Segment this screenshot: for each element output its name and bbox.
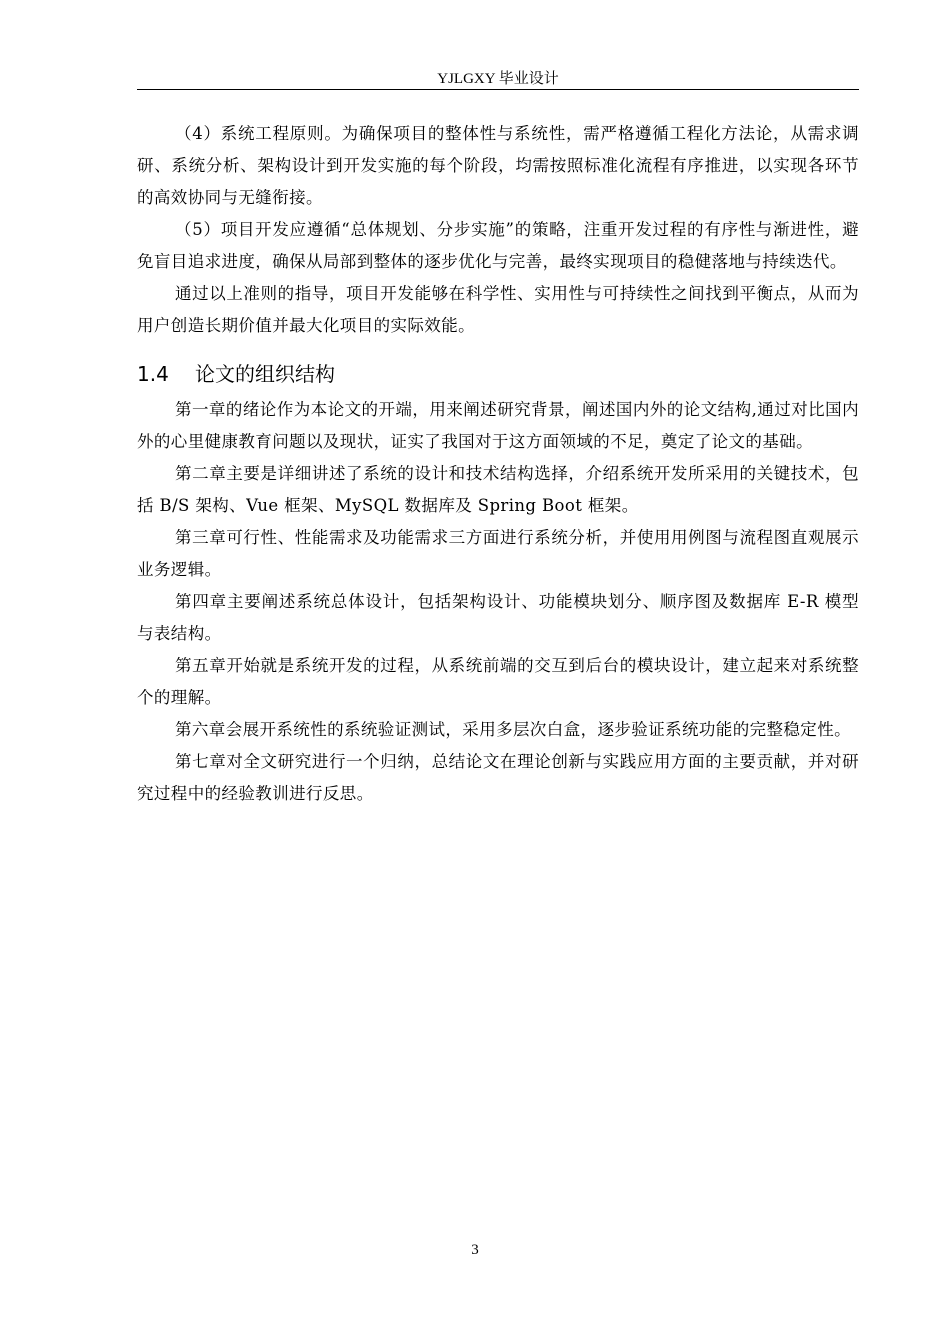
body-paragraph: 通过以上准则的指导，项目开发能够在科学性、实用性与可持续性之间找到平衡点，从而为用户创造长期价值并最大化项目的实际效能。 [137, 284, 859, 335]
document-body [137, 118, 859, 810]
section-heading [137, 360, 859, 388]
body-paragraph: 第七章对全文研究进行一个归纳，总结论文在理论创新与实践应用方面的主要贡献，并对研究过程中的经验教训进行反思。 [137, 752, 859, 803]
page-header [137, 70, 859, 90]
header-title: YJLGXY 毕业设计 [437, 71, 559, 87]
section-number: 1.4 [137, 362, 169, 386]
body-paragraph: 第三章可行性、性能需求及功能需求三方面进行系统分析，并使用用例图与流程图直观展示业务逻辑。 [137, 528, 859, 579]
body-paragraph: 第六章会展开系统性的系统验证测试，采用多层次白盒，逐步验证系统功能的完整稳定性。 [175, 720, 851, 739]
section-title: 论文的组织结构 [195, 362, 335, 386]
body-paragraph: 第二章主要是详细讲述了系统的设计和技术结构选择，介绍系统开发所采用的关键技术，包括 B/S 架构、Vue 框架、MySQL 数据库及 Spring Boot 框架。 [137, 464, 859, 515]
body-paragraph: （5）项目开发应遵循“总体规划、分步实施”的策略，注重开发过程的有序性与渐进性，避免盲目追求进度，确保从局部到整体的逐步优化与完善，最终实现项目的稳健落地与持续迭代。 [137, 220, 859, 271]
body-paragraph: 第四章主要阐述系统总体设计，包括架构设计、功能模块划分、顺序图及数据库 E-R 模型与表结构。 [137, 592, 859, 643]
body-paragraph: 第一章的绪论作为本论文的开端，用来阐述研究背景，阐述国内外的论文结构,通过对比国内外的心里健康教育问题以及现状，证实了我国对于这方面领域的不足，奠定了论文的基础。 [137, 400, 859, 451]
body-paragraph: 第五章开始就是系统开发的过程，从系统前端的交互到后台的模块设计，建立起来对系统整个的理解。 [137, 656, 859, 707]
page-number: 3 [471, 1242, 479, 1258]
body-paragraph: （4）系统工程原则。为确保项目的整体性与系统性，需严格遵循工程化方法论，从需求调研、系统分析、架构设计到开发实施的每个阶段，均需按照标准化流程有序推进，以实现各环节的高效协同与无缝衔接。 [137, 124, 859, 207]
